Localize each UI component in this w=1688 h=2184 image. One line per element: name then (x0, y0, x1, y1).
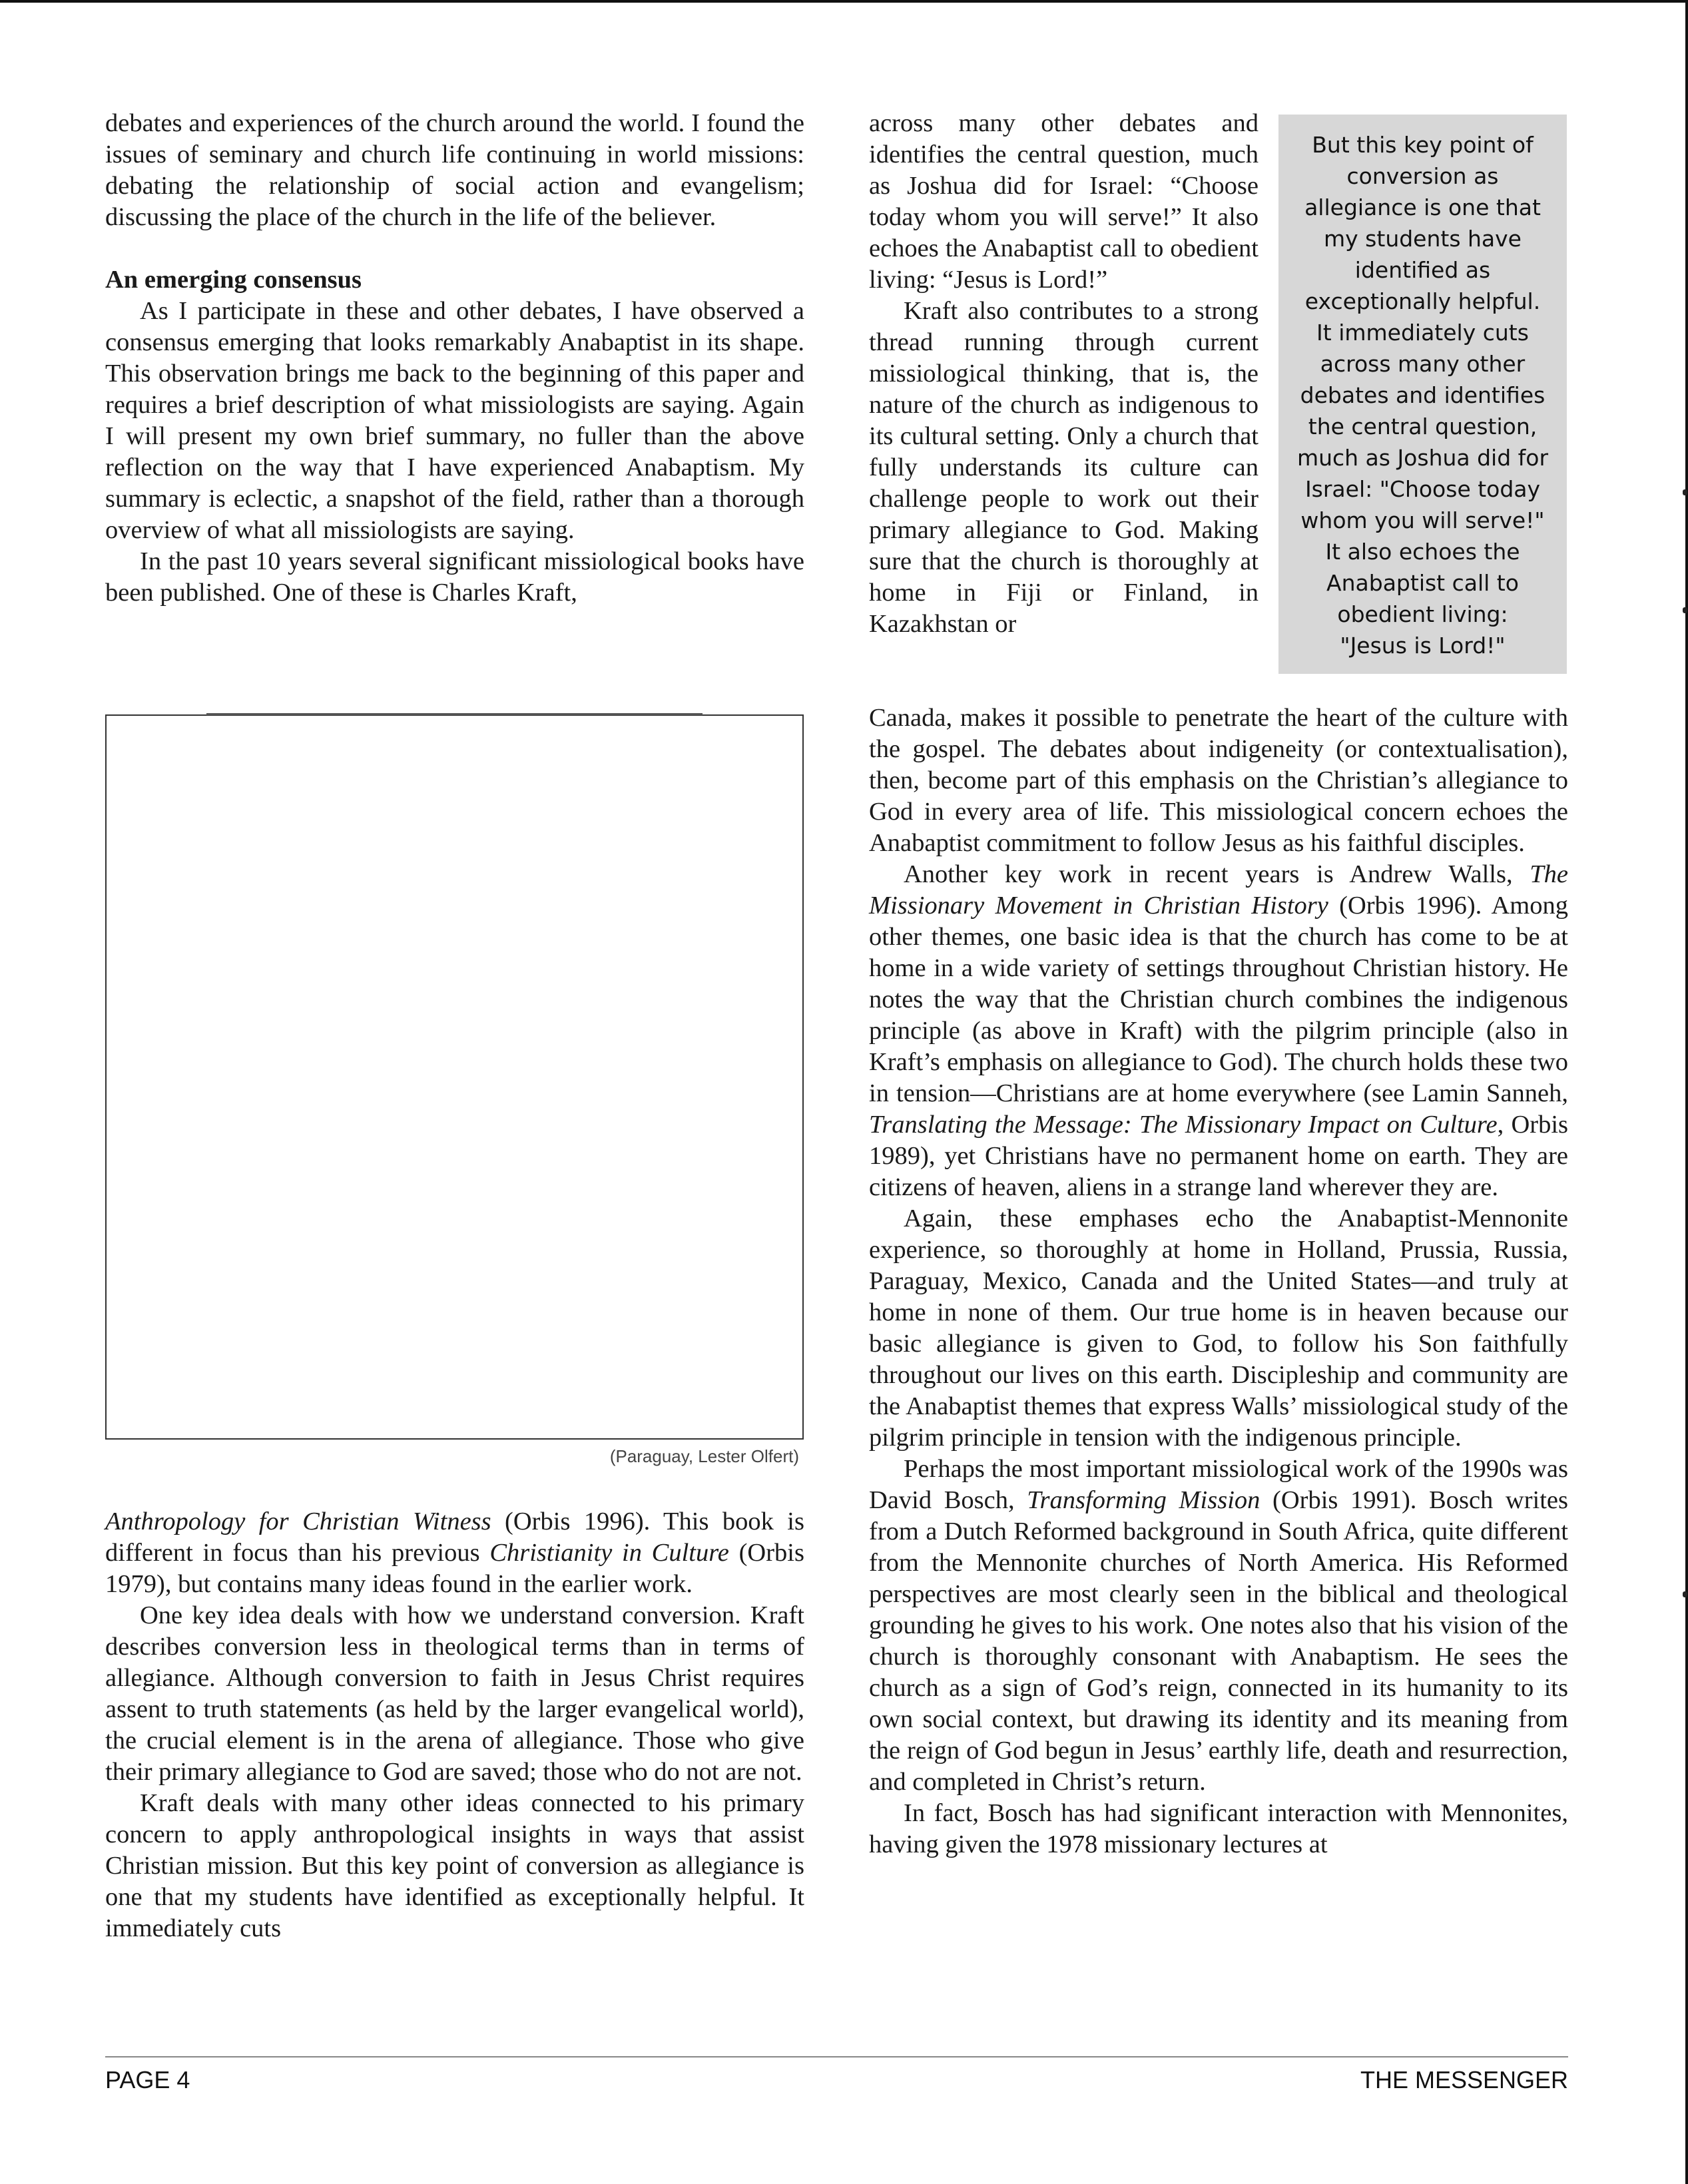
paragraph: debates and experiences of the church around the world. I found the issues of seminary and church life continuing in world missions: debating the relationship of social action and evangelism; discussing the place of the church in the life of the believer. (105, 109, 804, 231)
pull-quote-line: Israel: "Choose today (1304, 476, 1541, 502)
scan-mark (1683, 1591, 1687, 1597)
paragraph (105, 1506, 804, 1600)
right-column-top (869, 108, 1259, 640)
pull-quote (1278, 115, 1567, 674)
scan-mark (1683, 489, 1687, 495)
right-column-lower (869, 702, 1568, 1860)
pull-quote-line: It immediately cuts (1316, 320, 1529, 346)
paragraph: Kraft also contributes to a strong thread running through current missiological thinking, that is, the nature of the church as indigenous to its cultural setting. Only a church that fully understands its culture can challenge people to work out their primary allegiance to God. Making sure that the church is thoroughly at home in Fiji or Finland, in Kazakhstan or (869, 297, 1259, 638)
page-number: PAGE 4 (105, 2066, 190, 2093)
page-border-top (0, 0, 1688, 3)
book-title: The Missionary Movement in Christian History (869, 860, 1568, 920)
pull-quote-line: It also echoes the (1325, 539, 1520, 565)
text-run: (Orbis 1996). Among other themes, one basic idea is that the church has come to be at home in a wide variety of settings throughout Christian history. He notes the way that the Christian church combines the indigenous principle (as above in Kraft) with the pilgrim principle (also in Kraft’s emphasis on allegiance to God). The church holds these two in tension—Christians are at home everywhere (see Lamin Sanneh, (869, 892, 1568, 1107)
pull-quote-line: my students have (1324, 226, 1522, 252)
paragraph: across many other debates and identifies the central question, much as Joshua did for Israel: “Choose today whom you will serve!” It also echoes the Anabaptist call to obedient living: “Jesus is Lord!” (869, 109, 1259, 294)
pull-quote-line: conversion as (1346, 163, 1499, 189)
section-heading: An emerging consensus (105, 266, 362, 294)
book-title: Transforming Mission (1027, 1486, 1261, 1514)
book-title: Translating the Message: The Missionary Impact on Culture (869, 1111, 1498, 1139)
left-column-top (105, 108, 804, 609)
paragraph: Kraft deals with many other ideas connected to his primary concern to apply anthropological insights in ways that assist Christian mission. But this key point of conversion as allegiance is one that my students have identified as exceptionally helpful. It immediately cuts (105, 1789, 804, 1942)
photo-top-rule (206, 713, 703, 715)
paragraph: In fact, Bosch has had significant interaction with Mennonites, having given the 1978 missionary lectures at (869, 1799, 1568, 1858)
footer-rule (105, 2056, 1568, 2057)
pull-quote-line: much as Joshua did for (1296, 445, 1549, 471)
paragraph: One key idea deals with how we understand conversion. Kraft describes conversion less in theological terms than in terms of allegiance. Although conversion to faith in Jesus Christ requires assent to truth statements (as held by the larger evangelical world), the crucial element is in the arena of allegiance. Those who give their primary allegiance to God are saved; those who do not are not. (105, 1601, 804, 1786)
pull-quote-line: exceptionally helpful. (1304, 288, 1541, 314)
text-run: (Orbis 1991). Bosch writes from a Dutch Reformed background in South Africa, quite different from the Mennonite churches of North America. His Reformed perspectives are most clearly seen in the biblical and theological grounding he gives to his work. One notes also that his vision of the church is thoroughly consonant with Anabaptism. He sees the church as a sign of God’s reign, connected in its humanity to its own social context, but drawing its identity and its meaning from the reign of God begun in Jesus’ earthly life, death and resurrection, and completed in Christ’s return. (869, 1486, 1568, 1796)
photo (105, 714, 804, 1440)
text-run: (Orbis 1979), but contains many ideas found in the earlier work. (105, 1539, 804, 1598)
paragraph: As I participate in these and other debates, I have observed a consensus emerging that looks remarkably Anabaptist in its shape. This observation brings me back to the beginning of this paper and requires a brief description of what missiologists are saying. Again I will present my own brief summary, no fuller than the above reflection on the way that I have experienced Anabaptism. My summary is eclectic, a snapshot of the field, rather than a thorough overview of what all missiologists are saying. (105, 297, 804, 544)
text-run: Perhaps the most important missiological work of the 1990s was David Bosch, (869, 1455, 1568, 1514)
paragraph (869, 859, 1568, 1203)
pull-quote-line: But this key point of (1312, 132, 1534, 158)
left-column-lower (105, 1506, 804, 1944)
pull-quote-line: allegiance is one that (1304, 194, 1541, 220)
publication-name: THE MESSENGER (1360, 2066, 1568, 2093)
book-title: Christianity in Culture (489, 1539, 729, 1567)
paragraph (869, 1454, 1568, 1798)
text-run: (Orbis 1996). This book is different in focus than his previous (105, 1507, 804, 1567)
text-run: Another key work in recent years is Andrew Walls, (904, 860, 1530, 888)
book-title: Anthropology for Christian Witness (105, 1507, 491, 1535)
pull-quote-line: across many other (1320, 351, 1526, 377)
pull-quote-line: the central question, (1308, 413, 1538, 439)
paragraph: Again, these emphases echo the Anabaptist-Mennonite experience, so thoroughly at home in Holland, Prussia, Russia, Paraguay, Mexico, Canada and the United States—and truly at home in none of them. Our true home is in heaven because our basic allegiance is given to God, to follow his Son faithfully throughout our lives on this earth. Discipleship and community are the Anabaptist themes that express Walls’ missiological study of the pilgrim principle in tension with the indigenous principle. (869, 1205, 1568, 1452)
text-run: , Orbis 1989), yet Christians have no permanent home on earth. They are citizens of heaven, aliens in a strange land wherever they are. (869, 1111, 1568, 1201)
pull-quote-line: Anabaptist call to (1326, 570, 1519, 596)
pull-quote-line: whom you will serve!" (1300, 507, 1545, 533)
pull-quote-line: obedient living: (1337, 601, 1508, 627)
pull-quote-line: identified as (1354, 257, 1491, 283)
scan-mark (1683, 607, 1687, 613)
page-border-right (1685, 0, 1688, 2184)
pull-quote-line: "Jesus is Lord!" (1340, 633, 1506, 659)
paragraph: Canada, makes it possible to penetrate the heart of the culture with the gospel. The debates about indigeneity (or contextualisation), then, become part of this emphasis on the Christian’s allegiance to God in every area of life. This missiological concern echoes the Anabaptist commitment to follow Jesus as his faithful disciples. (869, 704, 1568, 857)
paragraph: In the past 10 years several significant missiological books have been published. One of these is Charles Kraft, (105, 547, 804, 607)
photo-caption: (Paraguay, Lester Olfert) (609, 1446, 799, 1466)
pull-quote-line: debates and identifies (1300, 382, 1546, 408)
